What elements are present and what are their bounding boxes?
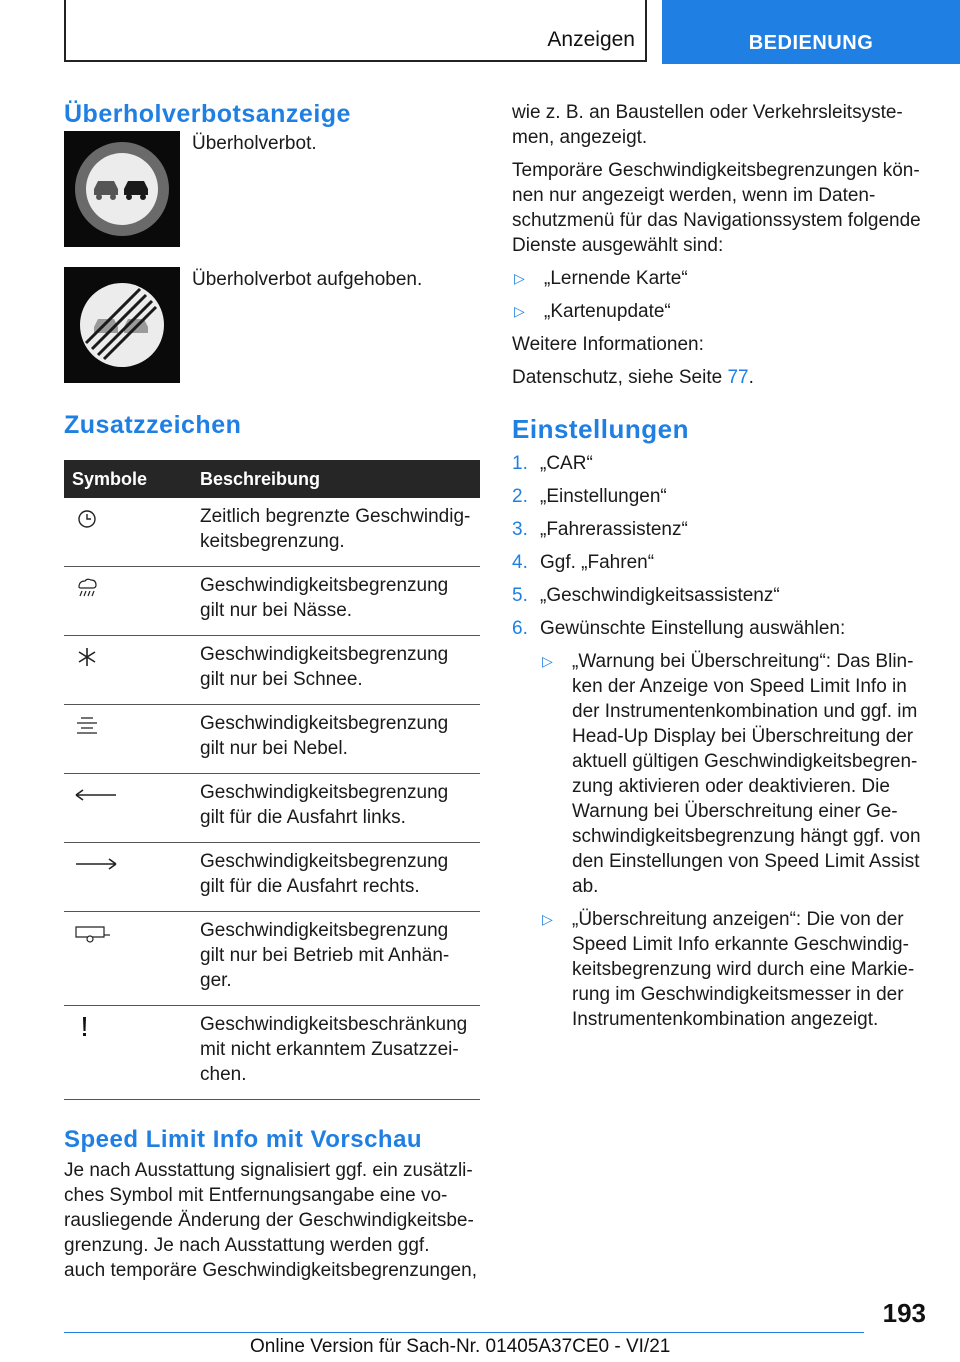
footer-divider <box>64 1332 864 1333</box>
description-cell <box>192 636 480 705</box>
page-link[interactable]: 77 <box>727 367 749 388</box>
description-line: mit nicht erkanntem Zusatzzei- <box>200 1039 459 1060</box>
step-text: Ggf. „Fahren“ <box>540 552 655 573</box>
paragraph-line: men, angezeigt. <box>512 127 648 148</box>
description-line: ger. <box>200 970 232 991</box>
description-cell <box>192 567 480 636</box>
option-line: ken der Anzeige von Speed Limit Info in <box>572 676 907 697</box>
paragraph-line: rausliegende Änderung der Geschwindigkeitsbe- <box>64 1210 474 1231</box>
step-number: 2. <box>512 486 528 507</box>
description-line: Geschwindigkeitsbegrenzung <box>200 575 449 596</box>
description-line: gilt für die Ausfahrt links. <box>200 807 406 828</box>
option-line: „Warnung bei Überschreitung“: Das Blin- <box>572 651 914 672</box>
table-header-row <box>64 460 480 498</box>
description-line: Zeitlich begrenzte Geschwindig- <box>200 506 471 527</box>
paragraph-line: Temporäre Geschwindigkeitsbegrenzungen kön- <box>512 160 920 181</box>
clock-icon <box>72 508 102 530</box>
reference-text: . <box>748 367 754 388</box>
step-item <box>512 583 928 608</box>
option-text <box>572 649 921 899</box>
description-line: gilt nur bei Nässe. <box>200 600 353 621</box>
bullet-triangle-icon: ▷ <box>542 653 553 669</box>
trailer-icon <box>72 922 112 944</box>
privacy-reference <box>512 365 928 390</box>
symbol-cell <box>64 843 192 912</box>
bullet-triangle-icon: ▷ <box>514 270 525 286</box>
option-line: schwindigkeitsbegrenzung hängt ggf. von <box>572 826 921 847</box>
description-line: Geschwindigkeitsbegrenzung <box>200 782 449 803</box>
page-number: 193 <box>882 1298 926 1328</box>
reference-text: Datenschutz, siehe Seite <box>512 367 728 388</box>
option-text <box>572 907 914 1032</box>
header-chapter-tab: BEDIENUNG <box>662 0 960 64</box>
step-item <box>512 517 928 542</box>
page-header <box>0 0 960 66</box>
footer-version: Online Version für Sach-Nr. 01405A37CE0 - VI/21 <box>250 1336 671 1357</box>
sign-row <box>64 267 480 383</box>
option-line: zung aktivieren oder deaktivieren. Die <box>572 776 890 797</box>
option-line: aktuell gültigen Geschwindigkeitsbegren- <box>572 751 918 772</box>
symbol-cell <box>64 636 192 705</box>
step-item <box>512 550 928 575</box>
rain-icon <box>72 577 102 599</box>
option-line: rung im Geschwindigkeitsmesser in der <box>572 984 904 1005</box>
table-row <box>64 912 480 1006</box>
description-line: keitsbegrenzung. <box>200 531 345 552</box>
bullet-triangle-icon: ▷ <box>514 303 525 319</box>
step-text: „Geschwindigkeitsassistenz“ <box>540 585 780 606</box>
step-item <box>512 451 928 476</box>
sign-row <box>64 131 480 247</box>
paragraph-line: wie z. B. an Baustellen oder Verkehrsleitsyste- <box>512 102 903 123</box>
option-line: keitsbegrenzung wird durch eine Markie- <box>572 959 915 980</box>
paragraph-line: schutzmenü für das Navigationssystem folgende <box>512 210 921 231</box>
table-row <box>64 843 480 912</box>
right-column <box>512 100 928 1032</box>
paragraph-line: auch temporäre Geschwindigkeitsbegrenzungen, <box>64 1260 477 1281</box>
bullet-triangle-icon: ▷ <box>542 911 553 927</box>
description-cell <box>192 912 480 1006</box>
description-line: Geschwindigkeitsbegrenzung <box>200 920 449 941</box>
option-line: der Instrumentenkombination und ggf. im <box>572 701 918 722</box>
step-text: „Fahrerassistenz“ <box>540 519 688 540</box>
list-item <box>512 299 928 324</box>
description-cell <box>192 774 480 843</box>
option-line: Warnung bei Überschreitung einer Ge- <box>572 801 898 822</box>
settings-steps <box>512 451 928 1032</box>
symbol-cell <box>64 1006 192 1100</box>
step-number: 4. <box>512 552 528 573</box>
settings-heading: Einstellungen <box>512 414 689 444</box>
paragraph-line: Je nach Ausstattung signalisiert ggf. ein zusätzli- <box>64 1160 473 1181</box>
table-row <box>64 1006 480 1100</box>
option-line: Speed Limit Info erkannte Geschwindig- <box>572 934 909 955</box>
description-line: gilt nur bei Schnee. <box>200 669 363 690</box>
option-line: ab. <box>572 876 599 897</box>
option-line: den Einstellungen von Speed Limit Assist <box>572 851 920 872</box>
table-row <box>64 567 480 636</box>
description-cell <box>192 1006 480 1100</box>
temporary-limits-paragraph <box>512 158 928 258</box>
step-text: Gewünschte Einstellung auswählen: <box>540 618 846 639</box>
paragraph-line: grenzung. Je nach Ausstattung werden ggf. <box>64 1235 430 1256</box>
list-item-text: „Kartenupdate“ <box>544 301 671 322</box>
step-number: 6. <box>512 618 528 639</box>
option-line: Instrumentenkombination angezeigt. <box>572 1009 879 1030</box>
no-overtaking-sign-icon <box>64 131 180 247</box>
option-item <box>540 649 928 899</box>
option-item <box>540 907 928 1032</box>
description-cell <box>192 498 480 567</box>
snowflake-icon <box>72 646 102 668</box>
description-cell <box>192 705 480 774</box>
symbol-cell <box>64 705 192 774</box>
more-info-label: Weitere Informationen: <box>512 334 704 355</box>
arrow-left-icon <box>72 784 120 806</box>
header-section-title: Anzeigen <box>547 28 635 51</box>
supplementary-table <box>64 460 480 1100</box>
preview-heading: Speed Limit Info mit Vorschau <box>64 1126 423 1153</box>
step-number: 1. <box>512 453 528 474</box>
step-number: 5. <box>512 585 528 606</box>
symbol-cell <box>64 567 192 636</box>
step-text: „Einstellungen“ <box>540 486 667 507</box>
description-line: chen. <box>200 1064 247 1085</box>
description-line: Geschwindigkeitsbegrenzung <box>200 713 449 734</box>
preview-paragraph <box>64 1158 480 1283</box>
description-line: Geschwindigkeitsbeschränkung <box>200 1014 468 1035</box>
description-cell <box>192 843 480 912</box>
table-row <box>64 636 480 705</box>
left-column <box>64 100 480 1283</box>
step-item <box>512 616 928 641</box>
step-item <box>512 484 928 509</box>
list-item-text: „Lernende Karte“ <box>544 268 688 289</box>
description-line: Geschwindigkeitsbegrenzung <box>200 851 449 872</box>
description-line: gilt nur bei Nebel. <box>200 738 348 759</box>
table-row <box>64 774 480 843</box>
list-item <box>512 266 928 291</box>
column-header: Symbole <box>64 460 192 498</box>
step-text: „CAR“ <box>540 453 593 474</box>
table-row <box>64 498 480 567</box>
option-line: Head-Up Display bei Überschreitung der <box>572 726 914 747</box>
symbol-cell <box>64 912 192 1006</box>
arrow-right-icon <box>72 853 120 875</box>
paragraph-line: nen nur angezeigt werden, wenn im Daten- <box>512 185 876 206</box>
paragraph-line: ches Symbol mit Entfernungsangabe eine vo- <box>64 1185 448 1206</box>
overtaking-heading: Überholverbotsanzeige <box>64 100 351 128</box>
symbol-cell <box>64 774 192 843</box>
supplementary-heading: Zusatzzeichen <box>64 411 242 439</box>
sign-label: Überholverbot. <box>192 133 317 154</box>
fog-icon <box>72 715 102 737</box>
symbol-cell <box>64 498 192 567</box>
end-no-overtaking-sign-icon <box>64 267 180 383</box>
description-line: Geschwindigkeitsbegrenzung <box>200 644 449 665</box>
description-line: gilt nur bei Betrieb mit Anhän- <box>200 945 450 966</box>
step-number: 3. <box>512 519 528 540</box>
sign-label: Überholverbot aufgehoben. <box>192 269 423 290</box>
option-line: „Überschreitung anzeigen“: Die von der <box>572 909 904 930</box>
exclamation-icon <box>72 1016 102 1038</box>
table-row <box>64 705 480 774</box>
description-line: gilt für die Ausfahrt rechts. <box>200 876 420 897</box>
paragraph-line: Dienste ausgewählt sind: <box>512 235 724 256</box>
column-header: Beschreibung <box>192 460 480 498</box>
intro-paragraph <box>512 100 928 150</box>
